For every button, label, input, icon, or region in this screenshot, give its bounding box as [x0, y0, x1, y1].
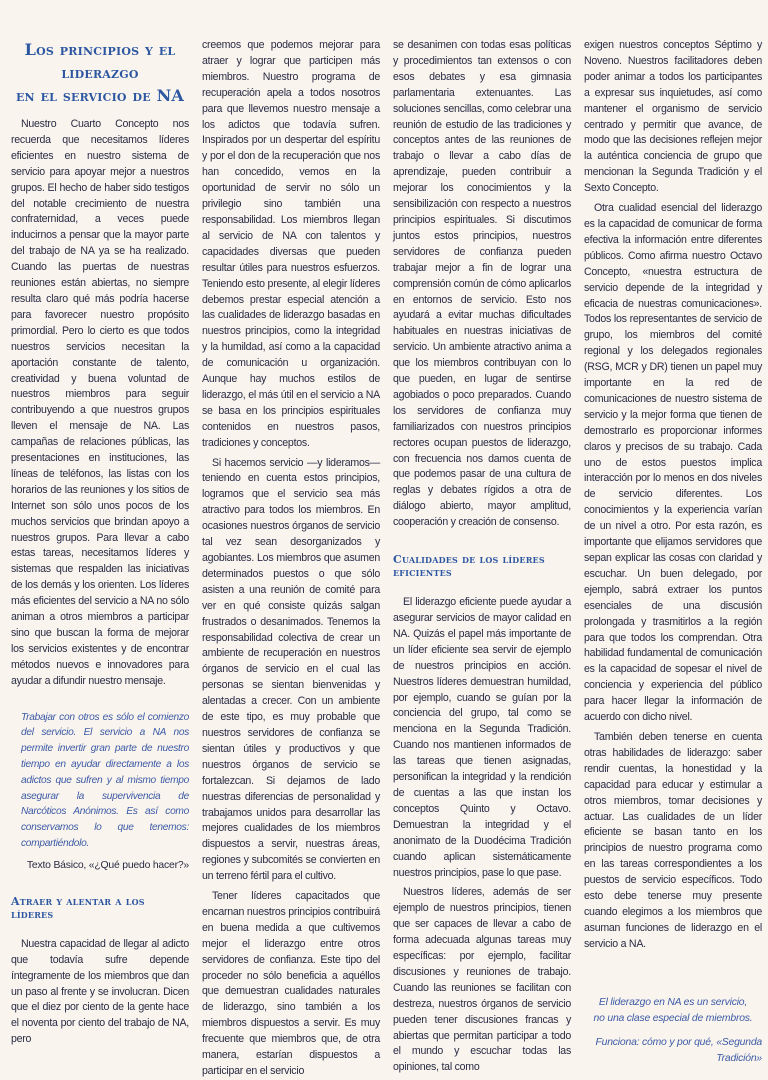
column-1 [11, 38, 189, 1046]
section-heading: Atraer y alentar a los líderes [11, 894, 145, 921]
title-line-2: en el servicio de NA [15, 86, 185, 105]
column-4 [584, 38, 762, 1064]
pull-quote: Trabajar con otros es sólo el comienzo del servicio. El servicio a NA nos permite invertir gran parte de nuestro tiempo en ayudar directamente a los adictos que sufren y al mismo tiempo asegurar la supervivencia de Narcóticos Anónimos. Es así como conservamos lo que tenemos: compartiéndolo. [21, 711, 189, 849]
paragraph: creemos que podemos mejorar para atraer y lograr que participen más miembros. Nuestro programa de recuperación apela a todos nosotros para que llevemos nuestro mensaje a los adictos que todavía sufren. Inspirados por un despertar del espíritu y por el don de la recuperación que nos han concedido, vemos en la oportunidad de servir no sólo un privilegio sino también una responsabilidad. Los miembros llegan al servicio de NA con talentos y capacidades diversas que pueden resultar útiles para nuestros esfuerzos. Teniendo esto presente, al elegir líderes debemos prestar especial atención a las cualidades de liderazgo basadas en nuestros principios, como la integridad y la humildad, así como a la capacidad de comunicación u organización. Aunque hay muchos estilos de liderazgo, el más útil en el servicio a NA se basa en los principios espirituales contenidos en nuestros pasos, tradiciones y conceptos. [202, 39, 380, 449]
paragraph: También deben tenerse en cuenta otras habilidades de liderazgo: saber rendir cuentas, la honestidad y la capacidad para educar y estimular a otros miembros, tomar decisiones y actuar. Las cualidades de un líder eficiente se basan tanto en los principios de nuestro programa como en las tareas correspondientes a los puestos de servicio específicos. Todo esto debe tenerse muy presente cuando elegimos a los miembros que asuman funciones de liderazgo en el servicio a NA. [584, 730, 762, 950]
article-title [11, 38, 189, 107]
paragraph: El liderazgo eficiente puede ayudar a asegurar servicios de mayor calidad en NA. Quizás el papel más importante de un líder eficiente sea servir de ejemplo de nuestros principios en acción. Nuestros líderes demuestran humildad, por ejemplo, cuando se guían por la conciencia del grupo, tal como se menciona en la Segunda Tradición. Cuando nos mantienen informados de las tareas que tienen asignadas, personifican la integridad y la rendición de cuentas a las que instan los conceptos Quinto y Octavo. Demuestran la integridad y el anonimato de la Duodécima Tradición cuando aplican sistemáticamente nuestros principios, pase lo que pase. [393, 596, 571, 879]
paragraph: Otra cualidad esencial del liderazgo es la capacidad de comunicar de forma efectiva la información entre diferentes públicos. Como afirma nuestro Octavo Concepto, «nuestra estructura de servicio depende de la integridad y eficacia de nuestras comunicaciones». Todos los representantes de servicio de grupo, los miembros del comité regional y los delegados regionales (RSG, MCR y DR) tienen un papel muy importante en la red de comunicaciones de nuestro sistema de servicio y la mejor forma que tienen de demostrarlo es proporcionar informes claros y precisos de su trabajo. Cada uno de estos puestos implica interacción por lo menos en dos niveles de servicio diferentes. Los conocimientos y la experiencia varían de un nivel a otro. Por esta razón, es importante que elijamos servidores que sepan explicar las cosas con claridad y escuchar. Un buen delegado, por ejemplo, sabrá extraer los puntos esenciales de una discusión prolongada y trasmitirlos a la región para que todos los comprendan. Otra habilidad fundamental de comunicación es la capacidad de sopesar el nivel de conciencia y experiencia del público para hacer llegar la información de acuerdo con dicho nivel. [584, 202, 762, 724]
paragraph: Nuestro Cuarto Concepto nos recuerda que necesitamos líderes eficientes en nuestro sistema de servicio para apoyar mejor a nuestros grupos. El hecho de haber sido testigos del notable crecimiento de nuestra confraternidad, a veces puede inducirnos a pensar que la mayor parte del trabajo de NA ya se ha realizado. Cuando las puertas de nuestras reuniones están abiertas, no siempre resulta claro qué más podría hacerse para favorecer nuestro propósito primordial. Pero lo cierto es que todos nuestros servicios necesitan la aportación constante de talento, creatividad y buena voluntad de nuestros miembros para seguir contribuyendo a que nuestros grupos lleven el mensaje de NA. Las campañas de relaciones públicas, las presentaciones en instituciones, las líneas de teléfonos, las listas con los horarios de las reuniones y los sitios de Internet son sólo unos pocos de los muchos servicios que brindan apoyo a nuestros grupos. Para llevar a cabo estas tareas, necesitamos líderes y sistemas que respalden las iniciativas de los demás y los orienten. Los líderes más eficientes del servicio a NA no sólo animan a otros miembros a participar sino que buscan la forma de mejorar los servicios existentes y de encontrar métodos nuevos e innovadores para ayudar a difundir nuestro mensaje. [11, 118, 189, 687]
closing-line-1: El liderazgo en NA es un servicio, [598, 996, 748, 1008]
paragraph: Nuestra capacidad de llegar al adicto que todavía sufre depende íntegramente de los miembros que dan un paso al frente y se involucran. Dicen que el diez por ciento de la gente hace el noventa por ciento del trabajo de NA, pero [11, 937, 189, 1046]
closing-line-2: no una clase especial de miembros. [593, 1012, 753, 1024]
column-2 [202, 38, 380, 1077]
section-heading: Cualidades de los líderes eficientes [393, 553, 545, 580]
paragraph: Nuestros líderes, además de ser ejemplo de nuestros principios, tienen que ser capaces de llevar a cabo de forma adecuada algunas tareas muy específicas: por ejemplo, facilitar discusiones y reuniones de trabajo. Cuando las reuniones se facilitan con destreza, nuestros órganos de servicio pueden tener discusiones francas y abiertas que permitan participar a todo el mundo y escuchar todas las opiniones, tal como [393, 886, 571, 1074]
paragraph: se desanimen con todas esas políticas y procedimientos tan extensos o con esos debates y esa gimnasia parlamentaria extenuantes. Las soluciones sencillas, como celebrar una reunión de estudio de las tradiciones y conceptos antes de las reuniones de trabajo o llevar a cabo días de aprendizaje, pueden contribuir a mejorar los conocimientos y la sensibilización con respecto a nuestros principios espirituales. Si discutimos juntos estos principios, nuestros servidores de confianza pueden trabajar mejor a fin de lograr una comprensión común de cómo aplicarlos en entornos de servicio. Esto nos ayudará a evitar muchas dificultades habituales en nuestras iniciativas de servicio. Un ambiente atractivo anima a que los miembros contribuyan con lo que pueden, en lugar de sentirse agobiados o poco preparados. Cuando los servidores de confianza muy familiarizados con nuestros principios rectores ocupan puestos de liderazgo, con frecuencia nos damos cuenta de que podemos pasar de una cultura de reglas y debates rígidos a otra de diálogo abierto, mayor amplitud, cooperación y creación de consenso. [393, 39, 571, 529]
column-3 [393, 38, 571, 1074]
quote-source: Texto Básico, «¿Qué puedo hacer?» [26, 859, 189, 871]
paragraph: Tener líderes capacitados que encarnan nuestros principios contribuirá en buena medida a que cultivemos mejor el liderazgo entre otros servidores de confianza. Este tipo del proceder no sólo beneficia a aquéllos que demuestran cualidades naturales de liderazgo, sino también a los miembros dispuestos a servir. Es muy frecuente que miembros que, de otra manera, estarían dispuestos a participar en el servicio [202, 890, 380, 1077]
closing-quote [584, 995, 762, 1067]
title-line-1: Los principios y el liderazgo [24, 40, 176, 82]
paragraph: Si hacemos servicio —y lideramos— teniendo en cuenta estos principios, logramos que el servicio sea más atractivo para todos los miembros. En ocasiones nuestros órganos de servicio tal vez sean desorganizados y agobiantes. Los miembros que asumen determinados puestos o que sólo asisten a una reunión de comité para ver en qué consiste quizás salgan frustrados o desanimados. Tenemos la responsabilidad colectiva de crear un ambiente de recuperación en nuestros órganos de servicio en el cual las personas se sientan bienvenidas y alentadas a crecer. Con un ambiente de este tipo, es muy probable que nuestros servidores de confianza se sientan útiles y productivos y que nuestros órganos de servicio se fortalezcan. Si dejamos de lado nuestras diferencias de personalidad y trabajamos unidos para desarrollar las mejores cualidades de los miembros dispuestos a servir, nuestras áreas, regiones y subcomités se convierten en un terreno fértil para el cultivo. [202, 456, 380, 883]
closing-source: Funciona: cómo y por qué, «Segunda Tradición» [595, 1036, 762, 1064]
paragraph: exigen nuestros conceptos Séptimo y Noveno. Nuestros facilitadores deben poder animar a todos los participantes a expresar sus inquietudes, así como mantener el organismo de servicio centrado y permitir que avance, de modo que las decisiones reflejen mejor la auténtica conciencia de grupo que mencionan la Segunda Tradición y el Sexto Concepto. [584, 39, 762, 195]
